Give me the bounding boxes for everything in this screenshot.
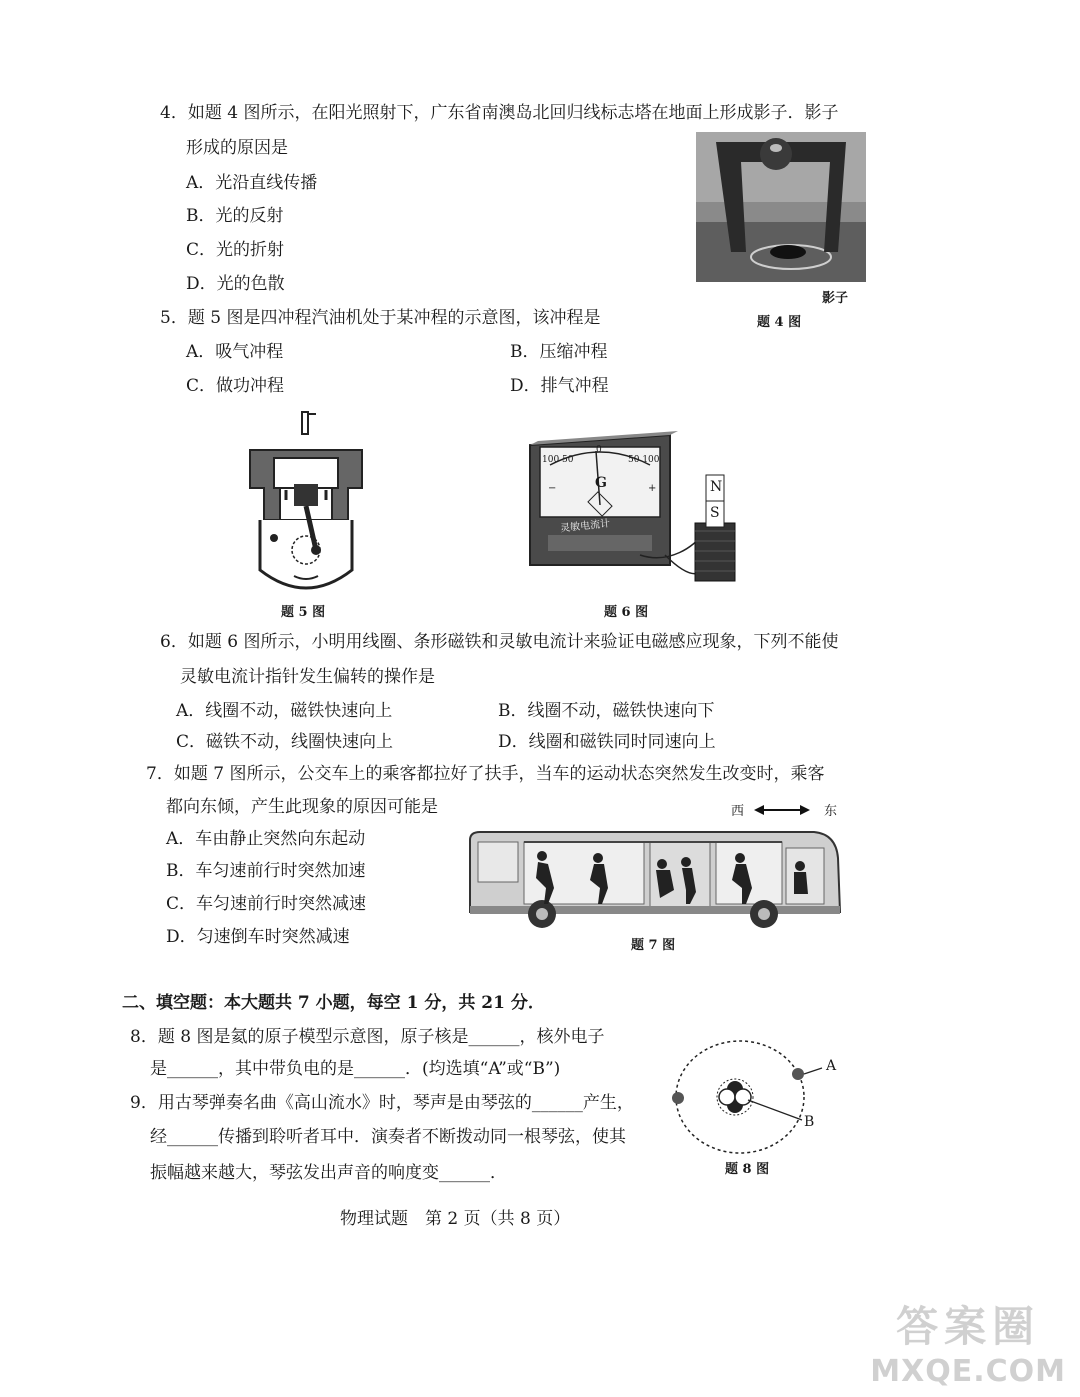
meter-letter: G [595, 475, 607, 491]
q4-option-a: A．光沿直线传播 [186, 173, 318, 193]
tower-photo [696, 132, 866, 282]
q4-option-c: C．光的折射 [186, 240, 285, 260]
q5-option-c: C．做功冲程 [186, 376, 285, 396]
q4-caption: 题 4 图 [757, 315, 802, 330]
q7-option-c: C．车匀速前行时突然减速 [166, 894, 367, 914]
q6-option-b: B．线圈不动，磁铁快速向下 [498, 701, 715, 721]
magnet-south: S [710, 505, 720, 521]
q8-line1: 8．题 8 图是氦的原子模型示意图，原子核是______，核外电子 [130, 1027, 605, 1047]
watermark-text: 答案圈 [896, 1302, 1041, 1351]
magnet-north: N [710, 479, 723, 495]
q4-stem-line1: 4．如题 4 图所示，在阳光照射下，广东省南澳岛北回归线标志塔在地面上形成影子．影子 [160, 103, 839, 123]
q6-option-a: A．线圈不动，磁铁快速向上 [176, 701, 393, 721]
q9-line3: 振幅越来越大，琴弦发出声音的响度变______． [150, 1163, 507, 1183]
q8-caption: 题 8 图 [725, 1162, 770, 1177]
watermark-url: MXQE.COM [870, 1354, 1066, 1389]
q6-option-d: D．线圈和磁铁同时同速向上 [498, 732, 716, 752]
q4-option-b: B．光的反射 [186, 206, 284, 226]
watermark [870, 1294, 1066, 1389]
page-footer: 物理试题 第 2 页（共 8 页） [340, 1209, 571, 1229]
meter-minus: − [548, 483, 557, 494]
q7-stem-line1: 7．如题 7 图所示，公交车上的乘客都拉好了扶手，当车的运动状态突然发生改变时，乘客 [146, 764, 825, 784]
section2-title: 二、填空题：本大题共 7 小题，每空 1 分，共 21 分． [122, 993, 545, 1013]
q7-option-d: D．匀速倒车时突然减速 [166, 927, 350, 947]
q7-option-b: B．车匀速前行时突然加速 [166, 861, 366, 881]
meter-scale-left: 100 50 [542, 455, 574, 465]
q5-stem: 5．题 5 图是四冲程汽油机处于某冲程的示意图，该冲程是 [160, 308, 601, 328]
q9-line1: 9．用古琴弹奏名曲《高山流水》时，琴声是由琴弦的______产生， [130, 1093, 634, 1113]
atom-label-b: B [804, 1114, 815, 1130]
q7-option-a: A．车由静止突然向东起动 [166, 829, 366, 849]
q7-caption: 题 7 图 [631, 938, 676, 953]
direction-arrow [752, 801, 812, 819]
q5-option-b: B．压缩冲程 [510, 342, 608, 362]
engine-diagram [244, 410, 368, 594]
meter-name: 灵敏电流计 [559, 518, 611, 535]
meter-scale-right: 50 100 [628, 455, 660, 465]
q5-option-d: D．排气冲程 [510, 376, 609, 396]
meter-scale-zero: 0 [596, 445, 602, 455]
q9-line2: 经______传播到聆听者耳中．演奏者不断拨动同一根琴弦，使其 [150, 1127, 626, 1147]
direction-west: 西 [731, 804, 745, 819]
q4-stem-line2: 形成的原因是 [186, 138, 288, 158]
helium-atom-diagram [670, 1022, 840, 1162]
q6-option-c: C．磁铁不动，线圈快速向上 [176, 732, 394, 752]
galvanometer-figure [520, 405, 740, 585]
q6-stem-line1: 6．如题 6 图所示，小明用线圈、条形磁铁和灵敏电流计来验证电磁感应现象，下列不能使 [160, 632, 839, 652]
meter-plus: + [648, 483, 657, 494]
q5-caption: 题 5 图 [281, 605, 326, 620]
q8-line2: 是______，其中带负电的是______．(均选填“A”或“B”) [150, 1059, 561, 1079]
q5-option-a: A．吸气冲程 [186, 342, 284, 362]
atom-label-a: A [826, 1058, 837, 1074]
bus-illustration [464, 828, 844, 930]
direction-east: 东 [824, 804, 838, 819]
q4-option-d: D．光的色散 [186, 274, 285, 294]
q4-shadow-label: 影子 [822, 291, 849, 306]
q6-caption: 题 6 图 [604, 605, 649, 620]
q7-stem-line2: 都向东倾，产生此现象的原因可能是 [166, 797, 438, 817]
q6-stem-line2: 灵敏电流计指针发生偏转的操作是 [180, 667, 435, 687]
